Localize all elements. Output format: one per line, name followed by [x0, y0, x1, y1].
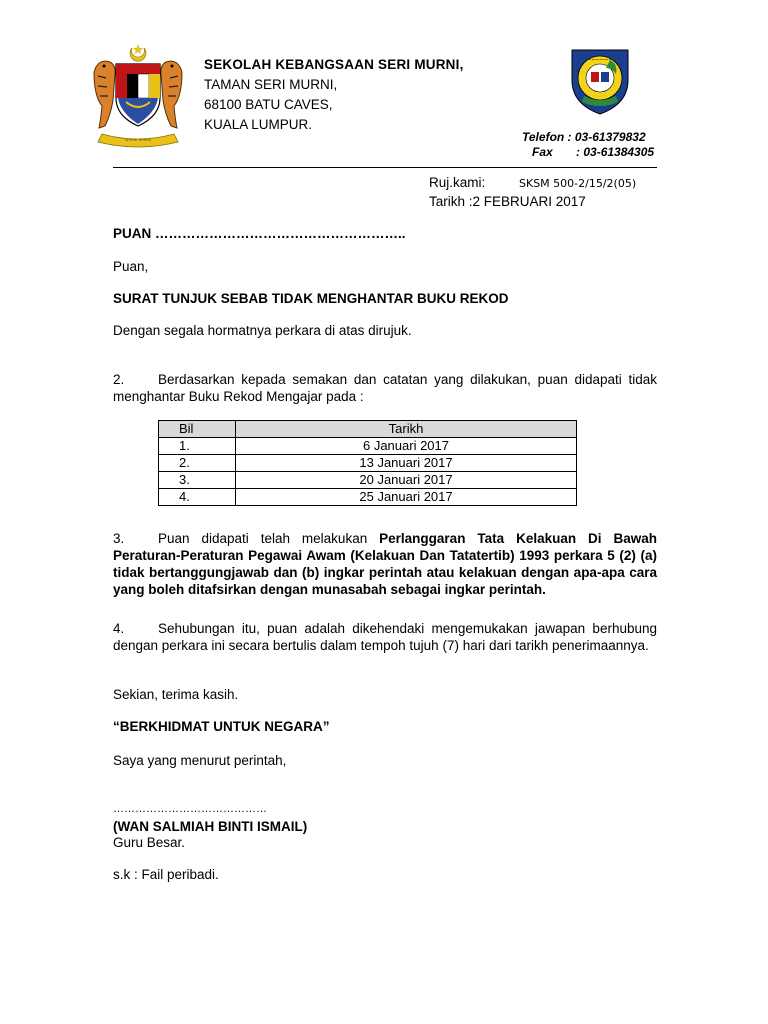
paragraph-2-number: 2. — [113, 372, 125, 387]
header-divider — [113, 167, 657, 168]
table-cell-bil: 4. — [159, 489, 236, 506]
address-line-3: KUALA LUMPUR. — [204, 117, 313, 132]
paragraph-3 — [113, 530, 657, 598]
telephone-number: Telefon : 03-61379832 — [522, 130, 646, 144]
table-row — [159, 489, 577, 506]
signatory-name: (WAN SALMIAH BINTI ISMAIL) — [113, 819, 308, 834]
dates-table — [158, 420, 577, 506]
table-cell-tarikh: 6 Januari 2017 — [236, 438, 577, 455]
table-row — [159, 472, 577, 489]
motto: “BERKHIDMAT UNTUK NEGARA” — [113, 719, 330, 734]
letter-date: Tarikh :2 FEBRUARI 2017 — [429, 194, 586, 209]
fax-number: Fax : 03-61384305 — [532, 145, 655, 159]
table-cell-bil: 3. — [159, 472, 236, 489]
signatory-position: Guru Besar. — [113, 835, 186, 850]
reference-number: SKSM 500-2/15/2(05) — [519, 177, 637, 190]
reference-label: Ruj.kami: — [429, 175, 486, 190]
address-line-1: TAMAN SERI MURNI, — [204, 77, 338, 92]
opening-paragraph: Dengan segala hormatnya perkara di atas dirujuk. — [113, 323, 412, 338]
address-line-2: 68100 BATU CAVES, — [204, 97, 333, 112]
school-address-block — [204, 55, 464, 135]
paragraph-4-text: Sehubungan itu, puan adalah dikehendaki mengemukakan jawapan berhubung dengan perkara ini secara bertulis dalam tempoh tujuh (7) hari dari tarikh penerimaannya. — [113, 621, 657, 653]
table-cell-tarikh: 13 Januari 2017 — [236, 455, 577, 472]
letter-subject: SURAT TUNJUK SEBAB TIDAK MENGHANTAR BUKU REKOD — [113, 291, 509, 306]
closing-line: Sekian, terima kasih. — [113, 687, 239, 702]
paragraph-4-number: 4. — [113, 621, 125, 636]
table-row — [159, 438, 577, 455]
paragraph-4 — [113, 620, 657, 654]
signature-line: …………………………………… — [113, 803, 267, 815]
svg-text:~~~ ~~~: ~~~ ~~~ — [124, 138, 152, 144]
table-header-row — [159, 421, 577, 438]
school-badge-logo — [566, 44, 634, 116]
table-cell-tarikh: 25 Januari 2017 — [236, 489, 577, 506]
coat-of-arms-logo — [88, 42, 188, 150]
contact-block — [522, 130, 654, 160]
school-name: SEKOLAH KEBANGSAAN SERI MURNI, — [204, 57, 464, 72]
paragraph-2-text: Berdasarkan kepada semakan dan catatan yang dilakukan, puan didapati tidak menghantar Buku Rekod Mengajar pada : — [113, 372, 657, 404]
svg-text:~~~~~~~: ~~~~~~~ — [588, 57, 612, 62]
paragraph-3-bold-text: Perlanggaran Tata Kelakuan Di Bawah Peraturan-Peraturan Pegawai Awam (Kelakuan Dan Tatatertib) 1993 perkara 5 (2) (a) tidak bertanggungjawab dan (b) ingkar perintah atau kelakuan dengan apa-apa cara yang boleh ditafsirkan dengan munasabah sebagai ingkar perintah. — [113, 531, 657, 597]
table-cell-bil: 1. — [159, 438, 236, 455]
paragraph-3-number: 3. — [113, 531, 125, 546]
table-row — [159, 455, 577, 472]
reference-block — [429, 174, 636, 211]
table-header-tarikh: Tarikh — [236, 421, 577, 438]
table-cell-bil: 2. — [159, 455, 236, 472]
salutation: Puan, — [113, 259, 149, 274]
paragraph-2 — [113, 371, 657, 405]
table-cell-tarikh: 20 Januari 2017 — [236, 472, 577, 489]
sign-off: Saya yang menurut perintah, — [113, 753, 287, 768]
recipient-line: PUAN ……………………………………………….. — [113, 226, 406, 241]
paragraph-3-text: Puan didapati telah melakukan — [158, 531, 380, 546]
carbon-copy-note: s.k : Fail peribadi. — [113, 867, 219, 882]
table-header-bil: Bil — [159, 421, 236, 438]
